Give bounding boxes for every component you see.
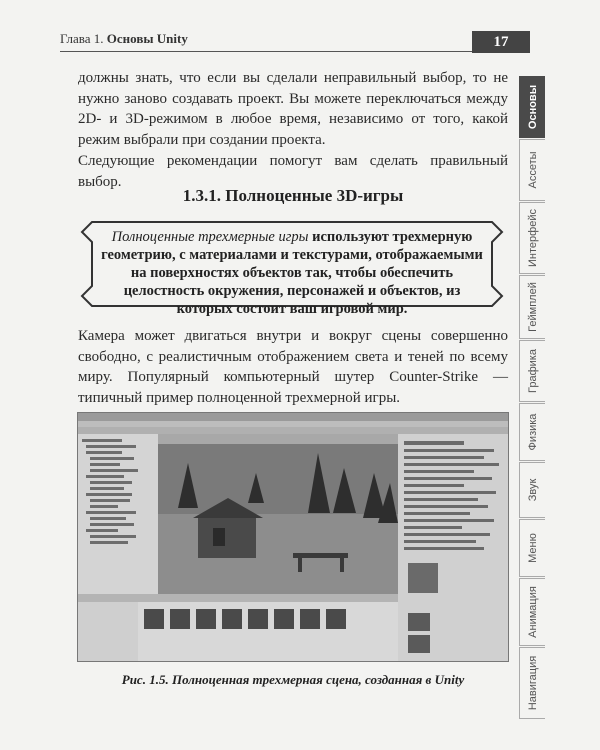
tab-assets[interactable]: Ассеты: [519, 139, 545, 201]
tab-gameplay[interactable]: Геймплей: [519, 275, 545, 339]
tab-osnovy[interactable]: Основы: [519, 76, 545, 138]
unity-editor-screenshot: [77, 412, 509, 662]
chapter-title: Основы Unity: [106, 31, 188, 46]
page-number: 17: [472, 31, 530, 53]
tab-animation[interactable]: Анимация: [519, 578, 545, 646]
figure-caption: Рис. 1.5. Полноценная трехмерная сцена, созданная в Unity: [121, 672, 465, 687]
tab-interface[interactable]: Интерфейс: [519, 202, 545, 274]
tab-physics[interactable]: Физика: [519, 403, 545, 461]
tab-menu[interactable]: Меню: [519, 519, 545, 577]
header-rule: [60, 51, 472, 52]
definition-callout: [80, 220, 504, 317]
paragraph-2: Следующие рекомендации помогут вам сделать правильный выбор.: [78, 153, 508, 190]
paragraph-3: Камера может двигаться внутри и вокруг сцены совершенно свободно, с реалистичным отображением света и теней по всему миру. Популярный компьютерный шутер Counter-Strike — типичный пример полноценной трехмерной игры.: [78, 328, 508, 406]
section-title: 1.3.1. Полноценные 3D-игры: [182, 186, 404, 205]
tab-sound[interactable]: Звук: [519, 462, 545, 518]
callout-text: [100, 228, 484, 318]
chapter-prefix: Глава 1.: [60, 31, 104, 46]
paragraph-1: должны знать, что если вы сделали неправильный выбор, то не нужно заново создавать проект. Вы можете переключаться между 2D- и 3D-режимом в любое время, независимо от того, какой режим выбрали при создании проекта.: [78, 70, 508, 148]
callout-body: используют трехмерную геометрию, с материалами и текстурами, отображаемыми на поверхностях объектов так, чтобы обеспечить целостность окружения, персонажей и объектов, из которых состоит ваш игровой мир.: [101, 229, 483, 317]
callout-term: Полноценные трехмерные игры: [111, 229, 309, 245]
tab-navigation[interactable]: Навигация: [519, 647, 545, 719]
running-header: [60, 31, 188, 47]
tab-graphics[interactable]: Графика: [519, 340, 545, 402]
